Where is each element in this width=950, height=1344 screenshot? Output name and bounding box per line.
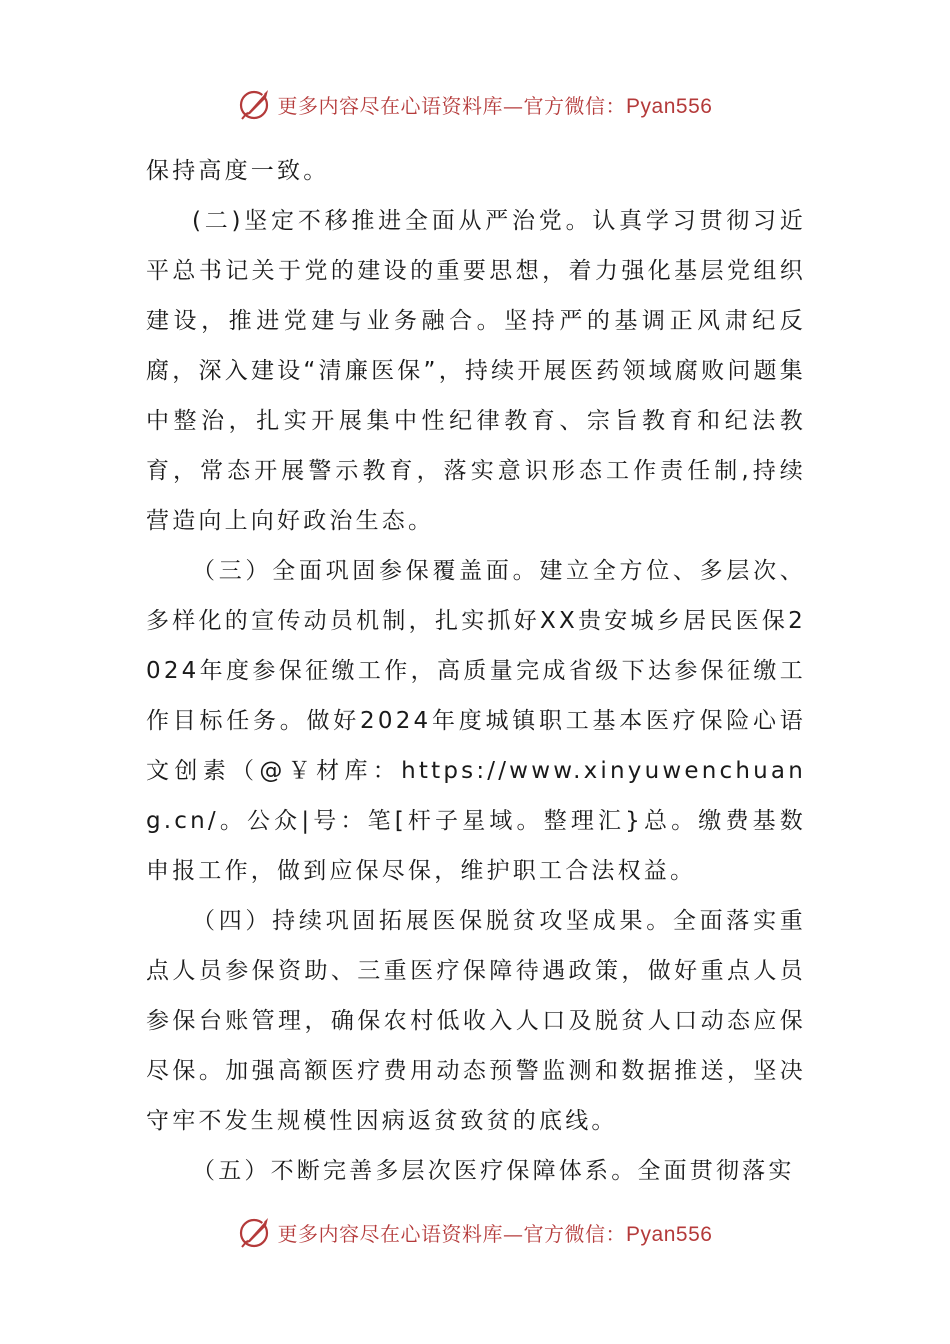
paragraph-section-2: (二)坚定不移推进全面从严治党。认真学习贯彻习近平总书记关于党的建设的重要思想，着力强化基层党组织建设，推进党建与业务融合。坚持严的基调正风肃纪反腐，深入建设“清廉医保”，持续开展医药领域腐败问题集中整治，扎实开展集中性纪律教育、宗旨教育和纪法教育，常态开展警示教育，落实意识形态工作责任制,持续营造向上向好政治生态。 — [146, 208, 806, 534]
footer-wechat-id: Pyan556 — [626, 1222, 713, 1246]
quill-pen-logo-icon — [238, 86, 274, 122]
footer-banner-text: 更多内容尽在心语资料库—官方微信：Pyan556 — [277, 1221, 713, 1246]
footer-banner — [0, 1212, 950, 1252]
header-wechat-id: Pyan556 — [626, 94, 713, 118]
document-body — [146, 146, 806, 1196]
quill-pen-logo-icon — [238, 1214, 274, 1250]
paragraph-section-3: （三）全面巩固参保覆盖面。建立全方位、多层次、多样化的宣传动员机制，扎实抓好XX贵安城乡居民医保2024年度参保征缴工作，高质量完成省级下达参保征缴工作目标任务。做好2024年度城镇职工基本医疗保险心语文创素（@￥材库：https://www.xinyuwenchuang.cn/。公众|号：笔[杆子星域。整理汇}总。缴费基数申报工作，做到应保尽保，维护职工合法权益。 — [146, 558, 806, 884]
paragraph-section-5: （五）不断完善多层次医疗保障体系。全面贯彻落实 — [192, 1158, 795, 1184]
header-banner — [0, 84, 950, 124]
header-banner-text: 更多内容尽在心语资料库—官方微信：Pyan556 — [277, 93, 713, 118]
paragraph-section-4: （四）持续巩固拓展医保脱贫攻坚成果。全面落实重点人员参保资助、三重医疗保障待遇政策，做好重点人员参保台账管理，确保农村低收入人口及脱贫人口动态应保尽保。加强高额医疗费用动态预警监测和数据推送，坚决守牢不发生规模性因病返贫致贫的底线。 — [146, 908, 806, 1134]
paragraph-continuation: 保持高度一致。 — [146, 158, 330, 184]
